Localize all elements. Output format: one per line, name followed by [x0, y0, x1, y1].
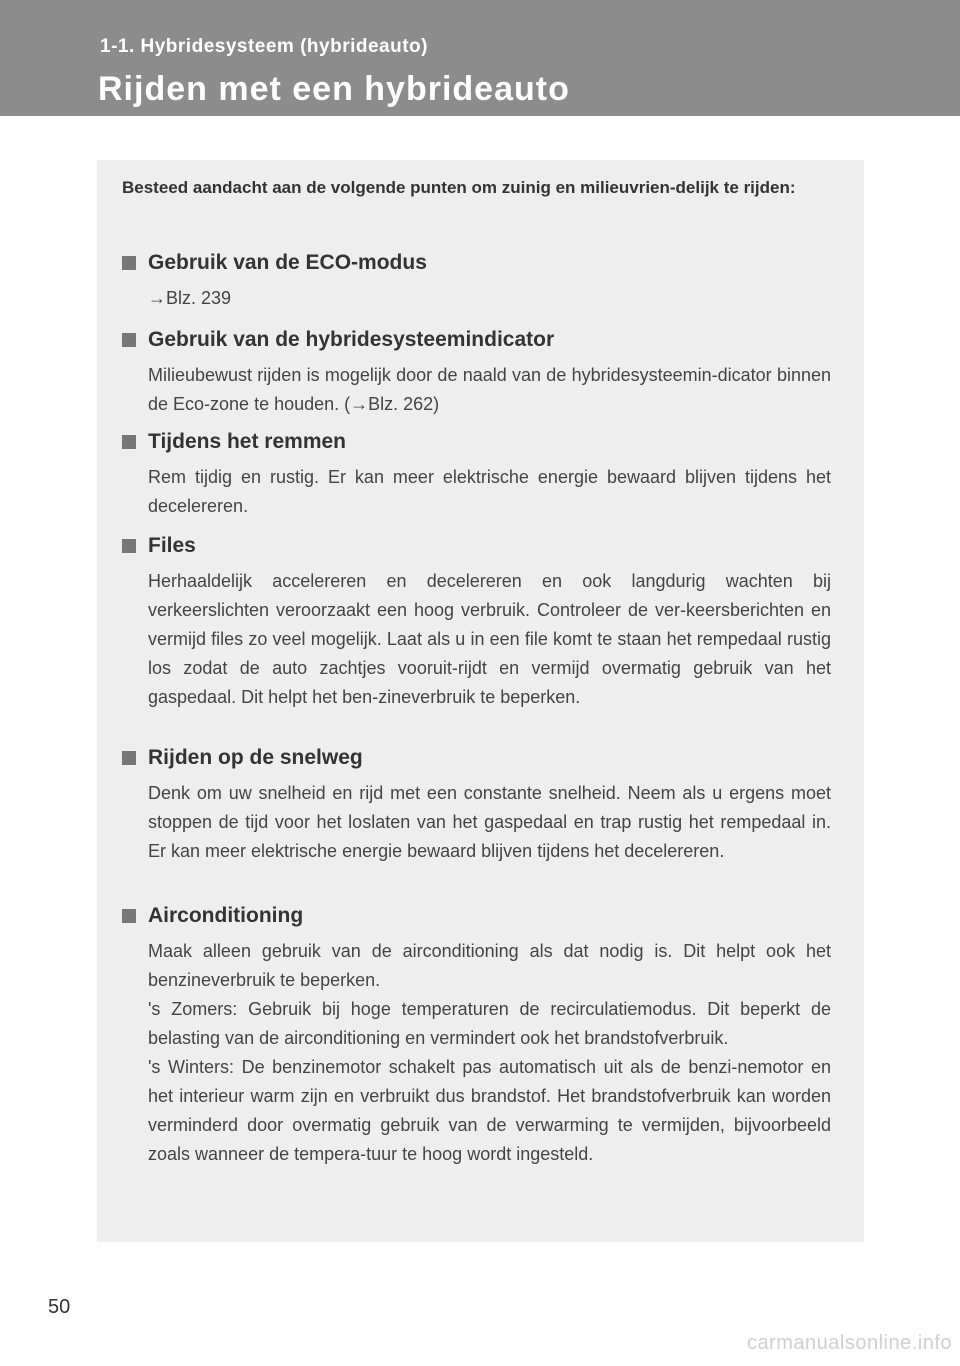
topic-heading [122, 901, 834, 931]
topic-heading [122, 325, 834, 355]
topic-title: Tijdens het remmen [148, 430, 347, 453]
topic-body [148, 463, 831, 521]
topic-body [148, 779, 831, 866]
paragraph-summer: 's Zomers: Gebruik bij hoge temperaturen de recirculatiemodus. Dit beperkt de belasting van de airconditioning en vermindert ook het brandstofverbruik. [148, 999, 831, 1048]
square-bullet-icon [122, 435, 136, 449]
page-number: 50 [48, 1296, 71, 1318]
topic-heading [122, 531, 834, 561]
square-bullet-icon [122, 751, 136, 765]
topic-heading [122, 743, 834, 773]
paragraph: Maak alleen gebruik van de airconditioning als dat nodig is. Dit helpt ook het benzineverbruik te beperken. [148, 941, 831, 990]
topic-heading [122, 427, 834, 457]
page-header [0, 0, 960, 116]
topic-body [148, 361, 831, 419]
topic-body [148, 284, 831, 313]
page-reference-link[interactable]: →Blz. 239 [148, 288, 232, 308]
topic-title: Files [148, 534, 196, 557]
topic-hybrid-indicator [122, 325, 834, 419]
intro-text: Besteed aandacht aan de volgende punten om zuinig en milieuvrien-delijk te rijden: [122, 178, 796, 197]
square-bullet-icon [122, 539, 136, 553]
paragraph: Denk om uw snelheid en rijd met een constante snelheid. Neem als u ergens moet stoppen de tijd voor het loslaten van het gaspedaal en trap rustig het rempedaal in. Er kan meer elektrische energie bewaard blijven tijdens het decelereren. [148, 783, 831, 861]
watermark: carmanualsonline.info [746, 1332, 952, 1354]
topic-heading [122, 248, 834, 278]
topic-braking [122, 427, 834, 521]
topic-highway [122, 743, 834, 866]
tips-box [97, 160, 864, 1242]
square-bullet-icon [122, 256, 136, 270]
topic-traffic-jams [122, 531, 834, 712]
topic-title: Gebruik van de hybridesysteemindicator [148, 328, 555, 351]
paragraph: Herhaaldelijk accelereren en decelereren en ook langdurig wachten bij verkeerslichten veroorzaakt een hoog verbruik. Controleer de ver-keersberichten en vermijd files zo veel mogelijk. Laat als u in een file komt te staan het rempedaal rustig los zodat de auto zachtjes vooruit-rijdt en vermijd overmatig gebruik van het gaspedaal. Dit helpt het ben-zineverbruik te beperken. [148, 571, 831, 707]
topic-body [148, 937, 831, 1169]
topic-title: Gebruik van de ECO-modus [148, 251, 427, 274]
topic-body [148, 567, 831, 712]
topic-title: Airconditioning [148, 904, 304, 927]
topic-airconditioning [122, 901, 834, 1169]
paragraph: Rem tijdig en rustig. Er kan meer elektrische energie bewaard blijven tijdens het decelereren. [148, 467, 831, 516]
square-bullet-icon [122, 909, 136, 923]
paragraph-winter: 's Winters: De benzinemotor schakelt pas automatisch uit als de benzi-nemotor en het interieur warm zijn en verbruikt dus brandstof. Het brandstofverbruik kan worden verminderd door overmatig gebruik van de verwarming te vermijden, bijvoorbeeld zoals wanneer de tempera-tuur te hoog wordt ingesteld. [148, 1057, 831, 1164]
square-bullet-icon [122, 333, 136, 347]
paragraph: Milieubewust rijden is mogelijk door de naald van de hybridesysteemin-dicator binnen de Eco-zone te houden. (→Blz. 262) [148, 365, 831, 414]
section-label: 1-1. Hybridesysteem (hybrideauto) [100, 36, 428, 57]
topic-title: Rijden op de snelweg [148, 746, 363, 769]
topic-eco-mode [122, 248, 834, 313]
page-title: Rijden met een hybrideauto [98, 70, 570, 108]
